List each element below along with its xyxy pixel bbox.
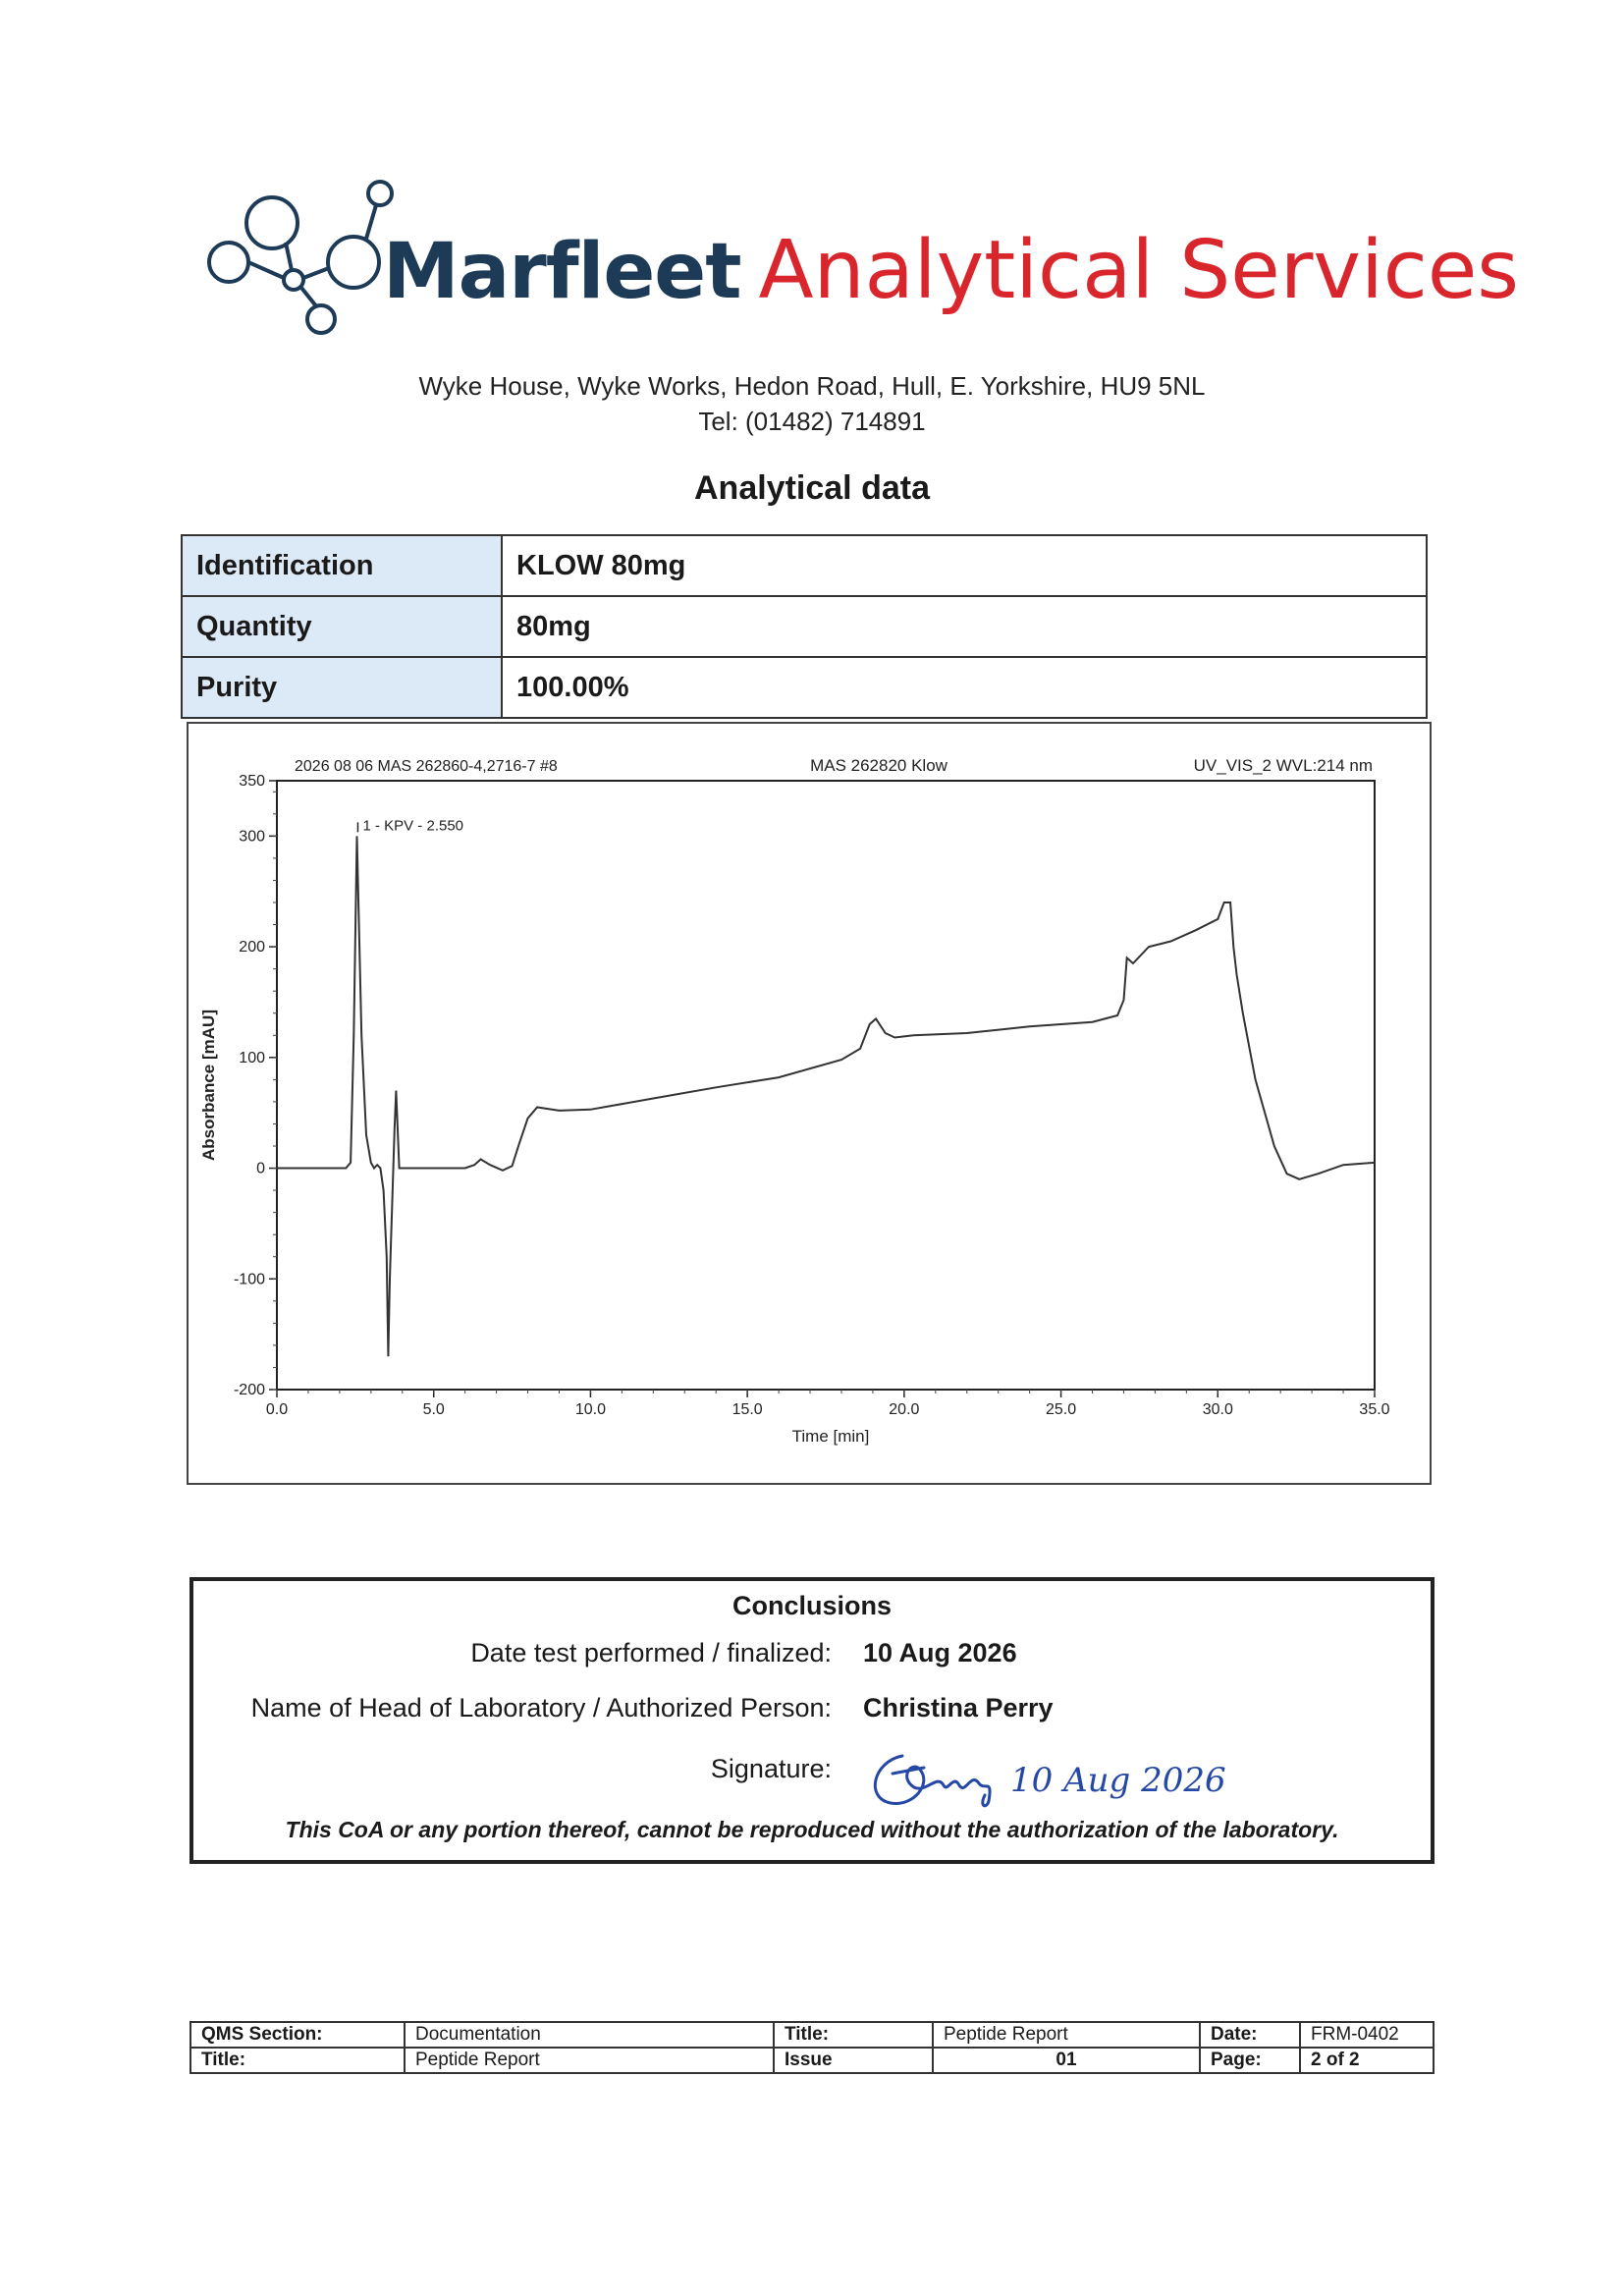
x-tick-label: 35.0 (1359, 1401, 1390, 1418)
table-row (190, 2048, 1434, 2073)
title-label: Title: (774, 2022, 933, 2048)
page-label: Page: (1200, 2048, 1300, 2073)
identification-label: Identification (182, 535, 502, 596)
company-address: Wyke House, Wyke Works, Hedon Road, Hull, E. Yorkshire, HU9 5NL (418, 371, 1206, 401)
table-row (182, 535, 1427, 596)
analytical-info-table (181, 534, 1428, 719)
table-row (182, 596, 1427, 657)
page-value: 2 of 2 (1300, 2048, 1434, 2073)
date-label: Date: (1200, 2022, 1300, 2048)
handwritten-signature (863, 1744, 1236, 1813)
identification-value: KLOW 80mg (502, 535, 1427, 596)
qms-section-value: Documentation (405, 2022, 774, 2048)
purity-value: 100.00% (502, 657, 1427, 718)
date-label: Date test performed / finalized: (470, 1638, 832, 1667)
date-value: 10 Aug 2026 (863, 1638, 1017, 1667)
x-tick-label: 10.0 (574, 1401, 606, 1418)
issue-label: Issue (774, 2048, 933, 2073)
y-tick-label: 200 (239, 939, 265, 957)
y-tick-label: 300 (239, 828, 265, 846)
y-axis (234, 773, 277, 1398)
purity-label: Purity (182, 657, 502, 718)
y-tick-label: -200 (233, 1382, 265, 1398)
x-tick-label: 5.0 (422, 1401, 445, 1418)
y-axis-label: Absorbance [mAU] (199, 1010, 218, 1161)
qms-section-label: QMS Section: (190, 2022, 405, 2048)
chromatogram-chart (187, 722, 1432, 1485)
person-label: Name of Head of Laboratory / Authorized Person: (250, 1693, 832, 1722)
qms-footer-table (189, 2021, 1435, 2074)
x-tick-label: 15.0 (731, 1401, 763, 1418)
page-title: Analytical data (694, 469, 930, 507)
peak-label: 1 - KPV - 2.550 (362, 817, 464, 835)
x-tick-label: 20.0 (889, 1401, 920, 1418)
issue-value: 01 (933, 2048, 1200, 2073)
title-value: Peptide Report (933, 2022, 1200, 2048)
x-axis-label: Time [min] (791, 1427, 870, 1446)
table-row (190, 2022, 1434, 2048)
y-tick-label: 100 (239, 1049, 265, 1066)
quantity-label: Quantity (182, 596, 502, 657)
chart-title-left: 2026 08 06 MAS 262860-4,2716-7 #8 (295, 758, 558, 775)
signature-label: Signature: (710, 1754, 832, 1783)
quantity-value: 80mg (502, 596, 1427, 657)
y-tick-label: 0 (256, 1160, 265, 1177)
chromatogram-trace (277, 836, 1375, 1356)
reproduction-notice: This CoA or any portion thereof, cannot be reproduced without the authorization of the laboratory. (285, 1817, 1339, 1842)
title-value: Peptide Report (405, 2048, 774, 2073)
brand-primary: Marfleet (383, 228, 741, 316)
brand-secondary: Analytical Services (758, 224, 1519, 317)
date-value: FRM-0402 (1300, 2022, 1434, 2048)
x-tick-label: 0.0 (265, 1401, 289, 1418)
person-value: Christina Perry (863, 1693, 1054, 1722)
x-tick-label: 25.0 (1046, 1401, 1077, 1418)
chart-title-center: MAS 262820 Klow (810, 756, 947, 775)
plot-border (277, 781, 1375, 1390)
conclusions-title: Conclusions (731, 1591, 892, 1620)
x-axis (266, 1390, 1390, 1418)
x-tick-label: 30.0 (1202, 1401, 1233, 1418)
table-row (182, 657, 1427, 718)
conclusions-box (189, 1577, 1435, 1864)
y-tick-label: -100 (233, 1271, 265, 1288)
y-tick-label: 350 (239, 773, 265, 790)
brand-name (383, 224, 1519, 317)
title-label: Title: (190, 2048, 405, 2073)
chart-title-right: UV_VIS_2 WVL:214 nm (1193, 756, 1373, 775)
company-phone: Tel: (01482) 714891 (698, 407, 926, 436)
signature-date: 10 Aug 2026 (1010, 1761, 1226, 1800)
